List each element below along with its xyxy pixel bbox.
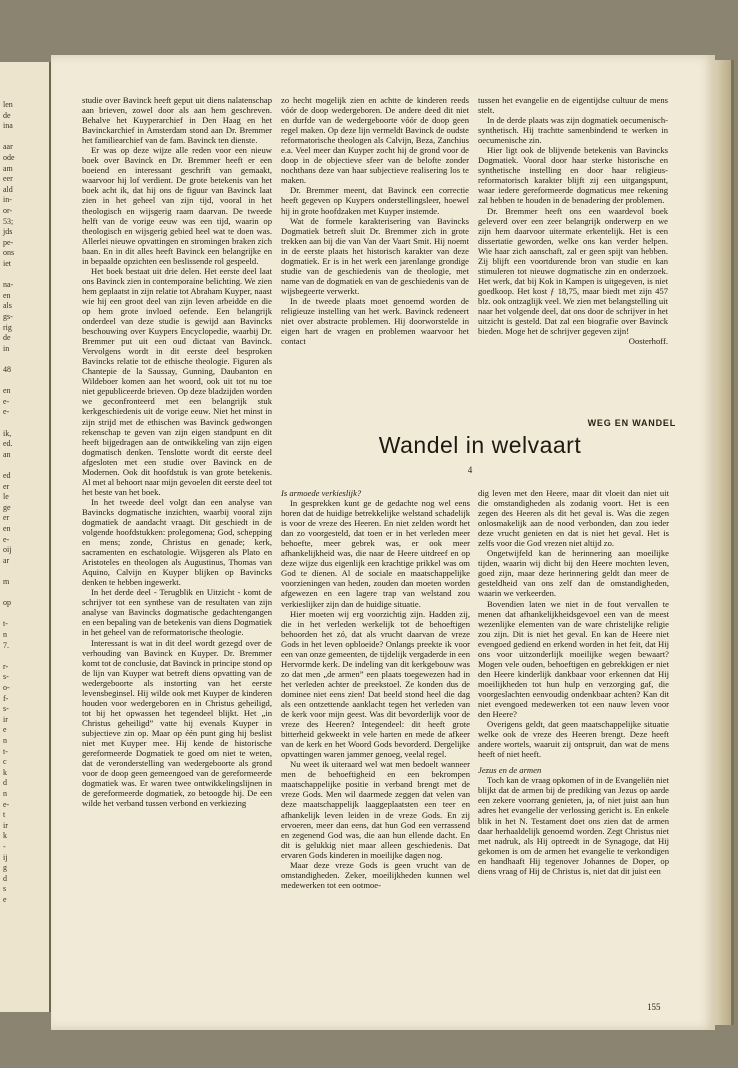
article-paragraph: Ongetwijfeld kan de herinnering aan moeilijke tijden, waarin wij dicht bij den Heere mochten leven, goed zijn, maar deze herinnering geldt dan meer de gesteldheid van ons zelf dan de omstandigheden, waarin we verkeerden.	[478, 548, 669, 599]
article-paragraph: Bovendien laten we niet in de fout vervallen te menen dat afhankelijkheidsgevoel een van de meest wezenlijke elementen van de ware christelijke religie zou zijn. Dit is niet het geval. En kan de Heere niet evengoed gediend en erkend worden in het feit, dat Hij ons voor uitzonderlijk moeilijke wegen bewaart? Mogen vele ouden, behoeftigen en gebrekkigen er niet den Heere kinderlijk dankbaar voor erkennen dat Hij moeilijkheden tot hun hulp en verzorging gaf, die voorgeslachten eenvoudig ondenkbaar achten? Kan dit niet evengoed medewerken tot een nauw leven voor den Heere?	[478, 598, 669, 720]
review-paragraph: Wat de formele karakterisering van Bavincks Dogmatiek betreft sluit Dr. Bremmer zich in grote trekken aan bij die van Van der Vaart Smit. Hij noemt in de eerste plaats het historisch karakter van deze dogmatiek. Er is in het werk een jarenlange grondige studie van de geschiedenis van de theologie, met name van de dogmatiek en van de geschiedenis van de wijsbegeerte verwerkt.	[281, 215, 469, 296]
adjacent-page-text-fragment: 48	[3, 365, 11, 374]
adjacent-page-text-fragment: als	[3, 301, 12, 311]
adjacent-page-text-fragment: an	[3, 449, 11, 459]
adjacent-page-text-fragment: e	[3, 725, 7, 735]
adjacent-page-text-fragment: c	[3, 757, 7, 767]
review-paragraph: In het tweede deel volgt dan een analyse van Bavincks dogmatische inzichten, waarbij vooral zijn dogmatiek de aandacht vraagt. Dit geschiedt in de volgende hoofdstukken: prolegomena; God, schepping en mens; zonde, Christus en genade; kerk, sacramenten en eschatologie. Wijsgeren als Plato en Aristoteles en theologen als Augustinus, Thomas van Aquino, Calvijn en Kuyper blijken op Bavincks denken te hebben ingewerkt.	[82, 496, 272, 588]
adjacent-page-text-fragment: en	[3, 524, 11, 533]
adjacent-page-text-fragment: aar	[3, 142, 13, 152]
adjacent-page-text-fragment: t-	[3, 619, 8, 629]
adjacent-page-text-fragment: n	[3, 630, 7, 639]
adjacent-page-text-fragment: ons	[3, 248, 15, 258]
adjacent-page-text-fragment: in-	[3, 195, 12, 205]
adjacent-page-text-fragment: en	[3, 386, 11, 396]
adjacent-page-text-fragment: s	[3, 884, 7, 894]
adjacent-page-text-fragment: op	[3, 598, 11, 608]
adjacent-page-text-fragment: er	[3, 513, 10, 523]
adjacent-page-text-fragment: n	[3, 789, 7, 798]
adjacent-page-text-fragment: ij	[3, 852, 8, 862]
adjacent-page-text-fragment: iet	[3, 259, 11, 268]
adjacent-page-text-fragment: d	[3, 778, 7, 788]
adjacent-page-text-fragment: e-	[3, 534, 10, 544]
adjacent-page-text-fragment: am	[3, 163, 13, 173]
adjacent-page-text-fragment: e-	[3, 407, 10, 417]
adjacent-page-text-fragment: s-	[3, 672, 9, 682]
adjacent-page-text-fragment: ge	[3, 502, 11, 512]
adjacent-page-text-fragment: na-	[3, 280, 14, 290]
article-paragraph: In gesprekken kunt ge de gedachte nog wel eens horen dat de huidige betrekkelijke welstand schadelijk is voor de vreze des Heeren. En niet zelden wordt het dan zo voorgesteld, dat toen er in het verleden meer behoefte, meer gebrek was, er ook meer afhankelijkheid was, die naar de Heere uitdreef en op deze wijze dus eigenlijk een krachtige prikkel was om God te dienen. Al de sociale en maatschappelijke voorzieningen van heden, zouden dan moeten worden afgewezen en een lagere trap van welstand zou verkieslijker zijn dan de huidige situatie.	[281, 498, 470, 609]
adjacent-page-text-fragment: ar	[3, 555, 10, 565]
article-subheading: Is armoede verkieslijk?	[281, 488, 362, 498]
review-paragraph: Het boek bestaat uit drie delen. Het eerste deel laat ons Bavinck zien in contemporaine belichting. We zien hem geplaatst in zijn relatie tot Abraham Kuyper, naast wie hij een groot deel van zijn leven arbeidde en die op hem grote invloed oefende. Een belangrijk onderdeel van deze studie is gewijd aan Bavincks beschouwing over Kuypers Encyclopedie, waarbij Dr. Bremmer put uit een oud dictaat van Bavinck. Vervolgens wordt in dit eerste deel besproken Bavincks relatie tot de ethische theologie. Figuren als Chantepie de la Saussay, Gunning, Daubanton en Wildeboer komen aan het woord, ook uit tot nu toe niet gepubliceerde brieven. Op deze bladzijden worden we geconfronteerd met een belangrijk stuk kerkgeschiedenis uit de vorige eeuw. Niet het minst in zijn strijd met de ethischen was Bavinck gedwongen rekenschap te geven van zijn eigen standpunt en dit heeft bijgedragen aan de ontwikkeling van zijn eigen dogmatisch denken. Tenslotte wordt dit eerste deel afgesloten met een studie over Bavinck en de Modernen. Ook dit hoofdstuk is van grote betekenis. Al met al behoort naar mijn gevoelen dit eerste deel tot het beste van het boek.	[82, 265, 272, 497]
adjacent-page-text-fragment: g	[3, 863, 7, 873]
article-paragraph: Nu weet ik uiteraard wel wat men bedoelt wanneer men de behoeftigheid en een bekrompen maatschappelijke positie in verband brengt met de vreze Gods. Men wil daarmede zeggen dat velen van deze maatschappelijk laaggeplaatsten een teer en afhankelijk leven leiden in de vreze Gods. En zij ervoeren, meer dan eens, dat hun God een verrassend en zegenend God was, die aan hun ellende dacht. En dit is gelukkig niet maar alleen geschiedenis. Dat ervaren Gods kinderen in moeilijke dagen nog.	[281, 759, 470, 860]
adjacent-page-text-fragment: ald	[3, 184, 13, 194]
review-paragraph: Dr. Bremmer meent, dat Bavinck een correctie heeft gegeven op Kuypers onderstellingsleer, hoewel hij in grote hoofdzaken met Kuyper instemde.	[281, 185, 469, 216]
adjacent-page-text-fragment: ik,	[3, 428, 12, 438]
page-curl-edge	[715, 60, 734, 1025]
adjacent-page-text-fragment: n	[3, 736, 7, 745]
article-paragraph: Hier moeten wij erg voorzichtig zijn. Hadden zij, die in het verleden werkelijk tot de behoeftigen behoorden het zó, dat als vrucht daarvan de vreze Gods in het leven opbloeide? Onlangs preekte ik voor een van onze gemeenten, de tijdelijk vergaderde in een Hervormde kerk. De indeling van dit kerkgebouw was zo dat men „de armen” een plaats toegewezen had in het verleden achter de preekstoel. Ze konden dus de dominee niet eens zien! Dat beeld stond heel die dag als een ontzettende aanklacht tegen het verleden van de kerk voor mijn geest. Was dit bevorderlijk voor de vreze des Heeren? Integendeel: dit heeft grote bitterheid gekweekt in vele harten en mede de afkeer van de kerk en het Woord Gods bevorderd. Dergelijke opvattingen waren jammer genoeg, veelal regel.	[281, 608, 470, 760]
adjacent-page-text-fragment: en	[3, 290, 11, 300]
adjacent-page-text-fragment: er	[3, 481, 10, 491]
adjacent-page-text-fragment: f-	[3, 693, 9, 703]
adjacent-page-text-fragment: e	[3, 895, 7, 904]
adjacent-page-text-fragment: or-	[3, 206, 13, 215]
adjacent-page-text-fragment: ed	[3, 471, 11, 480]
adjacent-page-text-fragment: le	[3, 492, 9, 502]
adjacent-page-text-fragment: de	[3, 333, 11, 343]
adjacent-page-text-fragment: d	[3, 873, 7, 883]
adjacent-page-text-fragment: 7.	[3, 640, 9, 650]
review-paragraph: Er was op deze wijze alle reden voor een nieuw boek over Bavinck en Dr. Bremmer heeft er een boeiend en interessant geschrift van gemaakt, waarvoor hij lof verdient. De grote betekenis van het boek acht ik, dat hij ons de figuur van Bavinck laat zien in het geheel van zijn tijd, vooral in het theologisch en wijsgerig raam daarvan. De tweede helft van de vorige eeuw was een tijd, waarin op theologisch en wijsgerig gebied heel wat te doen was. Allerlei nieuwe opvattingen en stromingen braken zich baan. En in dit alles heeft Bavinck een belangrijke en in bepaalde opzichten een beslissende rol gespeeld.	[82, 145, 272, 266]
adjacent-page-text-fragment: t	[3, 810, 6, 820]
review-paragraph: In het derde deel - Terugblik en Uitzicht - komt de schrijver tot een synthese van de resultaten van zijn analyse van Bavincks dogmatische gedachtengangen en een bepaling van de betekenis van diens Dogmatiek in het geheel van de reformatorische theologie.	[82, 587, 272, 638]
article-paragraph: Maar deze vreze Gods is geen vrucht van de omstandigheden. Zeker, moeilijkheden kunnen wel medewerken tot een ootmoe-	[281, 859, 470, 890]
review-paragraph: zo hecht mogelijk zien en achtte de kinderen reeds vóór de doop wedergeboren. De andere deed dit niet en durfde van de wedergeboorte vóór de doop geen regel maken. Op deze lijn vermeldt Bavinck de oudste reformatorische theologen als Calvijn, Beza, Zanchius e.a. Veel meer dan Kuyper zocht hij de grond voor de doop in de objectieve sfeer van de belofte zonder nochthans deze van haar subjectieve realisering los te maken.	[281, 95, 469, 186]
review-column-1	[82, 95, 272, 1025]
review-signature: Oosterhoff.	[628, 336, 668, 347]
review-paragraph: Dr. Bremmer heeft ons een waardevol boek geleverd over een zeer belangrijk onderwerp en we zijn hem daarvoor uitermate erkentelijk. Het is een dissertatie geworden, welke ons kan verder helpen. Wie haar zich aanschaft, zal er geen spijt van hebben. Zij blijft een voortdurende bron van studie en kan stimuleren tot nieuwe dogmatische zin en onderzoek. Het werk, dat bij Kok in Kampen is uitgegeven, is niet goedkoop. Het kost ƒ 18,75, maar biedt met zijn 457 blz. ook ontzaglijk veel. We zien met belangstelling uit naar het volgende deel, dat ons door de schrijver in het uitzicht is gesteld. Dat zal een biografie over Bavinck bieden. Moge het de schrijver gegeven zijn!	[478, 205, 668, 337]
adjacent-page-text-fragment: ina	[3, 121, 13, 131]
article-title: Wandel in welvaart	[378, 432, 582, 458]
adjacent-page-text-fragment: ed.	[3, 439, 13, 449]
adjacent-page-text-fragment: jds	[3, 227, 13, 237]
adjacent-page-text-fragment: e-	[3, 396, 10, 406]
article-number: 4	[467, 465, 473, 475]
adjacent-page-text-fragment: s-	[3, 704, 9, 714]
adjacent-page-text-fragment: k	[3, 831, 7, 841]
adjacent-page-text-fragment: -	[3, 842, 6, 851]
review-paragraph: In de derde plaats was zijn dogmatiek oecumenisch-synthetisch. Hij trachtte samenbindend te werken in oecumenische zin.	[478, 115, 668, 146]
adjacent-page-text-fragment: oij	[3, 545, 12, 555]
adjacent-page-text-fragment: k	[3, 767, 7, 777]
article-paragraph: Overigens geldt, dat geen maatschappelijke situatie welke ook de vreze des Heeren brengt. Deze heeft andere wortels, waaruit zij ontspruit, dan wat de mens heeft of niet heeft.	[478, 719, 669, 760]
adjacent-page-text-fragment: m	[3, 577, 10, 586]
article-column-1	[281, 488, 470, 1028]
adjacent-page-text-fragment: in	[3, 343, 10, 353]
review-paragraph: Hier ligt ook de blijvende betekenis van Bavincks Dogmatiek. Vooral door haar sterke historische en synthetische instelling en door haar religieus-reformatorisch karakter blijft zij een uitgangspunt, waar iedere gereformeerde dogmaticus mee rekening zal hebben te houden in de benadering der problemen.	[478, 145, 668, 206]
page-number: 155	[647, 1002, 661, 1012]
review-paragraph: studie over Bavinck heeft geput uit diens nalatenschap aan brieven, zowel door als aan hem geschreven. Behalve het Kuyperarchief in Den Haag en het Bavinckarchief in Amsterdam stond aan Dr. Bremmer het familiearchief van de fam. Bavinck ten dienste.	[82, 95, 272, 146]
article-column-2	[478, 488, 669, 998]
review-column-2	[281, 95, 469, 378]
review-paragraph: In de tweede plaats moet genoemd worden de religieuze instelling van het werk. Bavinck redeneert niet over abstracte problemen. Hij doorworstelde in eigen hart de vragen en problemen waarvoor het contact	[281, 295, 469, 347]
review-paragraph: Interessant is wat in dit deel wordt gezegd over de verhouding van Bavinck en Kuyper. Dr. Bremmer komt tot de conclusie, dat Bavinck in principe stond op de lijn van Kuyper wat betreft diens opvatting van de wedergeboorte als instorting van het eerste levensbeginsel. Hij wilde ook met Kuyper de kinderen houden voor wedergeboren en in Christus geheiligd, tot bij het opwassen het tegendeel blijkt. Het „in Christus geheiligd” vatte hij evenals Kuyper in subjectieve zin op. Maar op één punt ging hij beslist niet met Kuyper mee. Hij kende de historische gereformeerde Dogmatiek te goed om niet te weten, dat de veronderstelling van wedergeboorte als grond voor de doop geen gemeengoed van de gereformeerde dogmatiek was. Er waren twee ontwikkelingslijnen in de gereformeerde dogmatiek, zo betoogde hij. De een wilde het verband tussen verbond en verkiezing	[82, 637, 272, 809]
adjacent-page-text-fragment: de	[3, 110, 11, 120]
adjacent-page-text-fragment: r-	[3, 661, 9, 671]
review-paragraph: tussen het evangelie en de eigentijdse cultuur de mens stelt.	[478, 95, 668, 116]
adjacent-page-text-fragment: ode	[3, 153, 15, 162]
adjacent-page-text-fragment: 53;	[3, 216, 14, 226]
article-paragraph: dig leven met den Heere, maar dit vloeit dan niet uit die omstandigheden als zodanig voort. Het is een zegen des Heeren als dit het geval is. Was die zegen onlosmakelijk aan de nood verbonden, dan zou ieder deze vrucht genieten en dat is niet het geval. Het is zelfs voor die God vrezen niet altijd zo.	[478, 488, 669, 549]
section-rubric: WEG EN WANDEL	[587, 418, 676, 428]
adjacent-page-edge	[0, 62, 51, 1012]
adjacent-page-text-fragment: gs-	[3, 312, 13, 321]
adjacent-page-text-fragment: len	[3, 100, 13, 109]
adjacent-page-text-fragment: rig	[3, 322, 12, 332]
adjacent-page-text-fragment: ir	[3, 714, 8, 724]
article-paragraph: Toch kan de vraag opkomen of in de Evangeliën niet blijkt dat de armen bij de prediking van Jezus op aarde een zekere voorrang genieten, ja, of niet juist aan hun adres het evangelie der verlossing gericht is. En enkele blik in het N. Testament doet ons zien dat de armen daar herhaaldelijk genoemd worden. Zegt Christus niet met nadruk, als Hij optreedt in de Synagoge, dat Hij gekomen is om de armen het evangelie te verkondigen en handhaaft Hij tegenover Johannes de Doper, op diens vraag of Hij de Christus is, niet dat dit juist een	[478, 775, 669, 876]
adjacent-page-text-fragment: t-	[3, 746, 8, 756]
article-subheading: Jezus en de armen	[478, 765, 542, 776]
adjacent-page-text-fragment: eer	[3, 174, 13, 184]
adjacent-page-text-fragment: pe-	[3, 237, 14, 247]
adjacent-page-text-fragment: e-	[3, 799, 10, 809]
adjacent-page-text-fragment: o-	[3, 683, 10, 692]
review-column-3	[478, 95, 668, 405]
adjacent-page-text-fragment: ir	[3, 820, 8, 830]
